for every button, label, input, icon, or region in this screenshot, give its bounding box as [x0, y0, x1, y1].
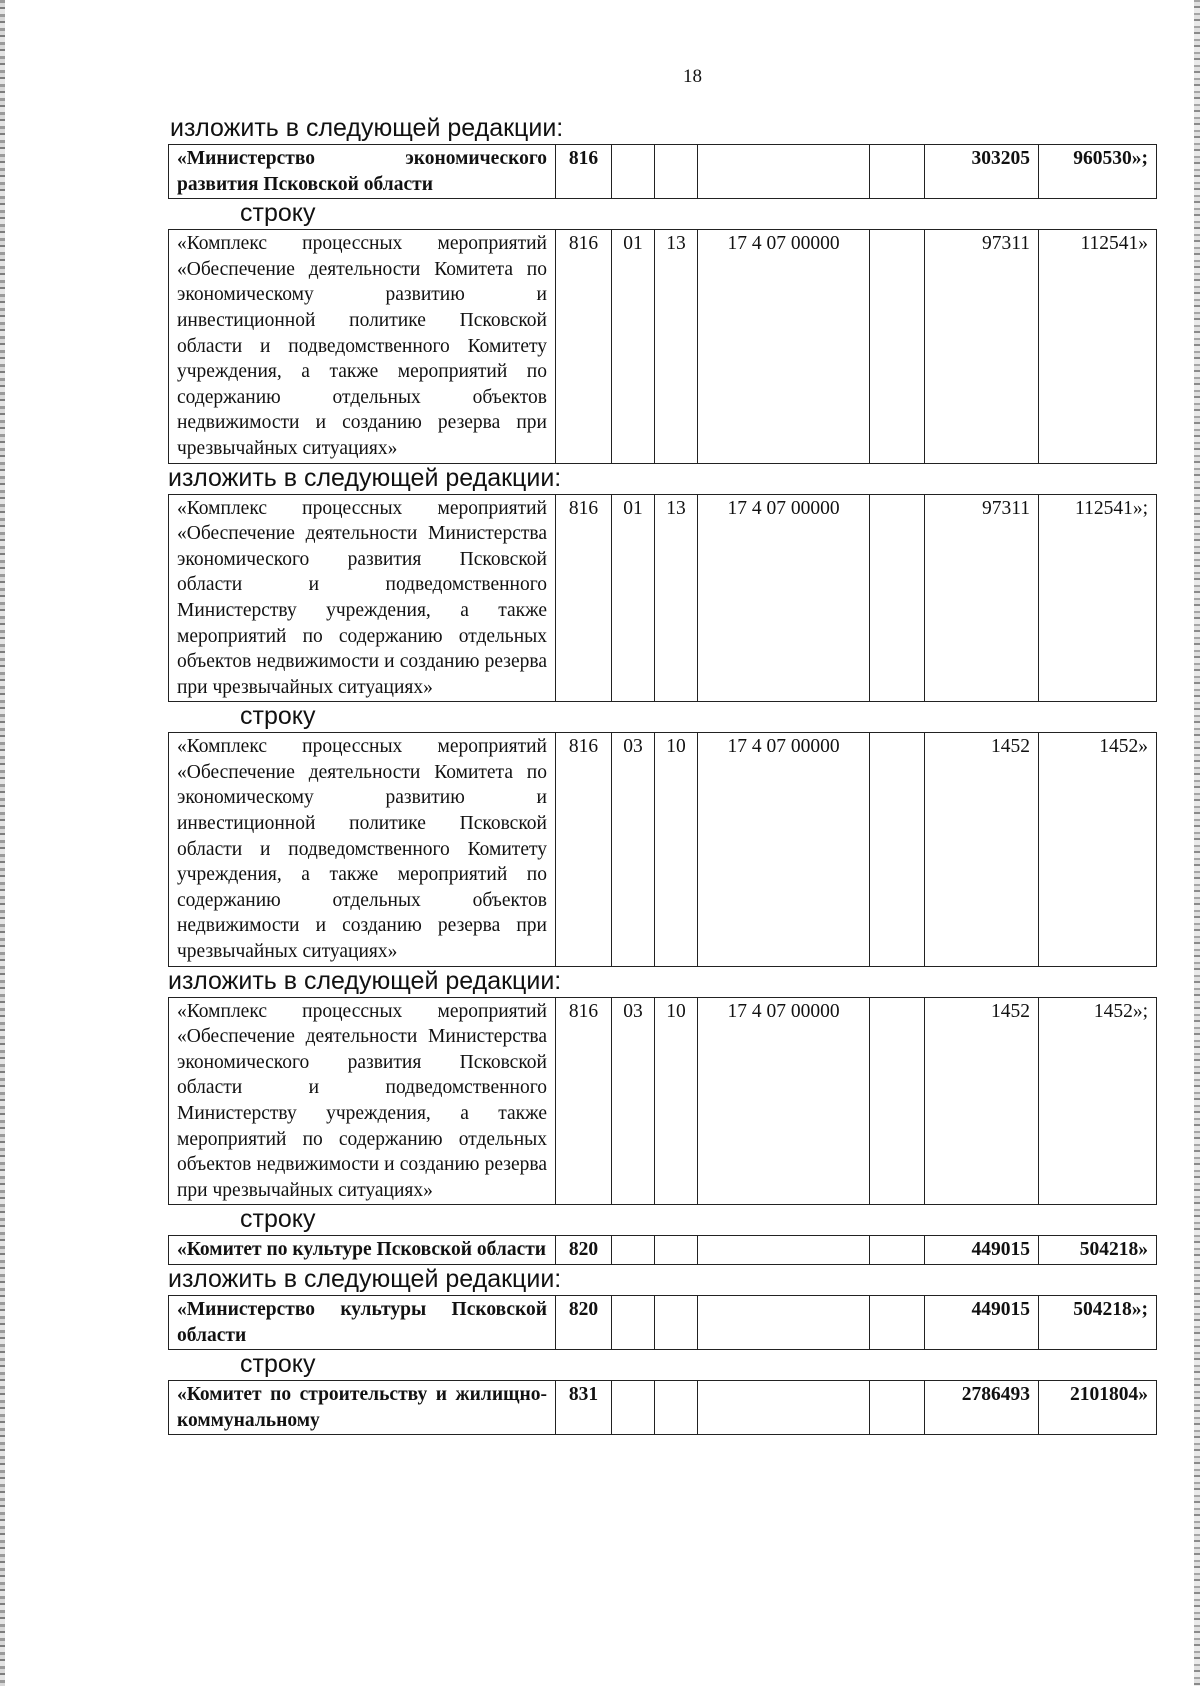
budget-table [168, 1380, 1157, 1435]
cell-csr [698, 1381, 870, 1435]
scan-left-edge [0, 0, 5, 1686]
cell-csr: 17 4 07 00000 [698, 494, 870, 702]
cell-pr: 10 [655, 997, 698, 1205]
table-row [169, 1236, 1157, 1265]
budget-table [168, 494, 1157, 703]
scan-right-edge [1194, 0, 1200, 1686]
cell-csr: 17 4 07 00000 [698, 997, 870, 1205]
cell-sum-2: 1452» [1039, 733, 1157, 966]
cell-vr [870, 997, 925, 1205]
document-body [168, 114, 1158, 1435]
cell-csr [698, 1236, 870, 1265]
cell-gr: 816 [556, 494, 612, 702]
cell-vr [870, 145, 925, 199]
row-name: «Министерство культуры Псковской области [169, 1295, 556, 1349]
cell-pr: 10 [655, 733, 698, 966]
cell-pr: 13 [655, 230, 698, 463]
instruction-text: изложить в следующей редакции: [168, 966, 562, 995]
cell-csr: 17 4 07 00000 [698, 230, 870, 463]
instruction-text: изложить в следующей редакции: [168, 1264, 562, 1293]
table-row [169, 733, 1157, 966]
row-name: «Комплекс процессных мероприятий «Обеспечение деятельности Комитета по экономическому развитию и инвестиционной политике Псковской области и подведомственного Комитету учреждения, а также мероприятий по содержанию отдельных объектов недвижимости и созданию резерва при чрезвычайных ситуациях» [169, 230, 556, 463]
cell-rz: 01 [612, 230, 655, 463]
cell-rz [612, 145, 655, 199]
cell-sum-1: 449015 [925, 1295, 1039, 1349]
table-row [169, 1381, 1157, 1435]
table-row [169, 230, 1157, 463]
cell-sum-1: 97311 [925, 230, 1039, 463]
cell-csr: 17 4 07 00000 [698, 733, 870, 966]
cell-rz: 03 [612, 733, 655, 966]
cell-pr [655, 1236, 698, 1265]
row-name: «Комитет по строительству и жилищно-коммунальному [169, 1381, 556, 1435]
page-number: 18 [683, 66, 702, 87]
cell-vr [870, 1236, 925, 1265]
table-row [169, 1295, 1157, 1349]
cell-csr [698, 145, 870, 199]
cell-gr: 816 [556, 145, 612, 199]
instruction-text: строку [240, 702, 316, 731]
cell-sum-1: 97311 [925, 494, 1039, 702]
instruction-text: строку [240, 1205, 316, 1234]
cell-sum-2: 1452»; [1039, 997, 1157, 1205]
cell-sum-2: 2101804» [1039, 1381, 1157, 1435]
cell-sum-2: 504218»; [1039, 1295, 1157, 1349]
instruction-text: строку [240, 199, 316, 228]
budget-table [168, 144, 1157, 199]
cell-gr: 820 [556, 1295, 612, 1349]
row-name: «Министерство экономического развития Псковской области [169, 145, 556, 199]
budget-table [168, 1235, 1157, 1265]
instruction-text: изложить в следующей редакции: [168, 463, 562, 492]
cell-vr [870, 230, 925, 463]
cell-vr [870, 494, 925, 702]
budget-table [168, 997, 1157, 1206]
budget-table [168, 732, 1157, 966]
row-name: «Комплекс процессных мероприятий «Обеспечение деятельности Министерства экономического развития Псковской области и подведомственного Министерству учреждения, а также мероприятий по содержанию отдельных объектов недвижимости и созданию резерва при чрезвычайных ситуациях» [169, 494, 556, 702]
cell-pr [655, 1381, 698, 1435]
cell-gr: 820 [556, 1236, 612, 1265]
cell-rz [612, 1295, 655, 1349]
cell-csr [698, 1295, 870, 1349]
cell-gr: 816 [556, 230, 612, 463]
cell-rz [612, 1381, 655, 1435]
cell-gr: 831 [556, 1381, 612, 1435]
cell-rz: 03 [612, 997, 655, 1205]
cell-vr [870, 733, 925, 966]
cell-sum-1: 1452 [925, 997, 1039, 1205]
table-row [169, 145, 1157, 199]
row-name: «Комплекс процессных мероприятий «Обеспечение деятельности Комитета по экономическому развитию и инвестиционной политике Псковской области и подведомственного Комитету учреждения, а также мероприятий по содержанию отдельных объектов недвижимости и созданию резерва при чрезвычайных ситуациях» [169, 733, 556, 966]
cell-sum-2: 112541»; [1039, 494, 1157, 702]
cell-sum-2: 112541» [1039, 230, 1157, 463]
row-name: «Комитет по культуре Псковской области [169, 1236, 556, 1265]
cell-sum-1: 1452 [925, 733, 1039, 966]
cell-pr: 13 [655, 494, 698, 702]
cell-sum-1: 2786493 [925, 1381, 1039, 1435]
cell-vr [870, 1381, 925, 1435]
cell-sum-2: 960530»; [1039, 145, 1157, 199]
cell-vr [870, 1295, 925, 1349]
cell-gr: 816 [556, 997, 612, 1205]
cell-rz [612, 1236, 655, 1265]
cell-sum-1: 303205 [925, 145, 1039, 199]
budget-table [168, 229, 1157, 463]
table-row [169, 997, 1157, 1205]
instruction-text: строку [240, 1350, 316, 1379]
instruction-text: изложить в следующей редакции: [170, 114, 564, 142]
cell-sum-1: 449015 [925, 1236, 1039, 1265]
cell-pr [655, 145, 698, 199]
table-row [169, 494, 1157, 702]
row-name: «Комплекс процессных мероприятий «Обеспечение деятельности Министерства экономического развития Псковской области и подведомственного Министерству учреждения, а также мероприятий по содержанию отдельных объектов недвижимости и созданию резерва при чрезвычайных ситуациях» [169, 997, 556, 1205]
cell-gr: 816 [556, 733, 612, 966]
cell-sum-2: 504218» [1039, 1236, 1157, 1265]
budget-table [168, 1295, 1157, 1350]
cell-pr [655, 1295, 698, 1349]
cell-rz: 01 [612, 494, 655, 702]
